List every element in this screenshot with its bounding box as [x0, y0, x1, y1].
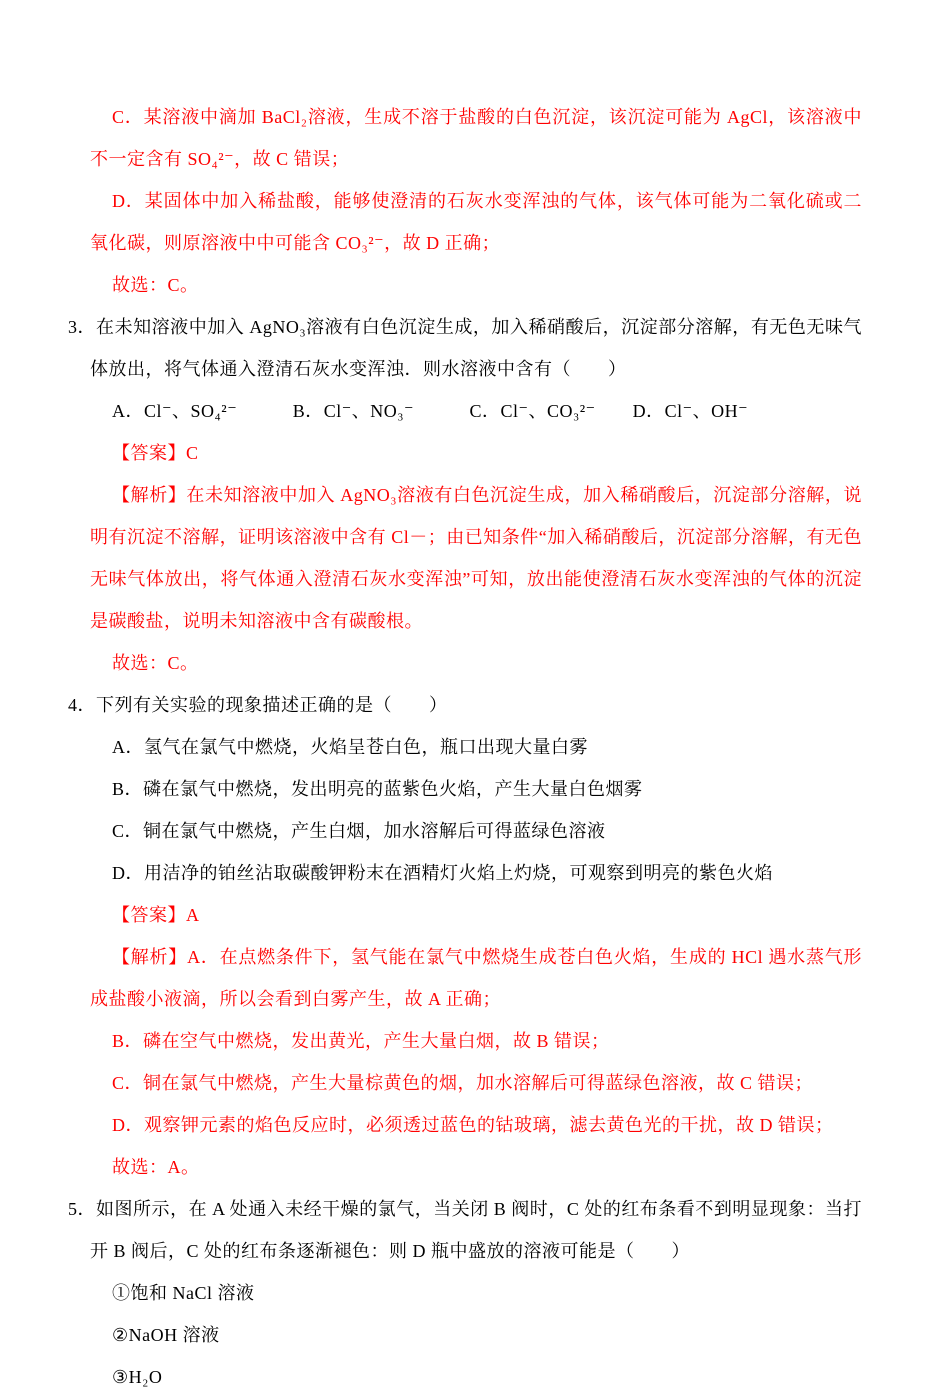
question-3-options: A．Cl⁻、SO₄²⁻ B．Cl⁻、NO₃⁻ C．Cl⁻、CO₃²⁻ D．Cl⁻、OH⁻ [112, 401, 749, 421]
question-4-option-a: A．氢气在氯气中燃烧，火焰呈苍白色，瓶口出现大量白雾 [112, 737, 588, 757]
question-4-explanation-a: 【解析】A．在点燃条件下，氢气能在氯气中燃烧生成苍白色火焰，生成的 HCl 遇水蒸气形成盐酸小液滴，所以会看到白雾产生，故 A 正确； [90, 947, 862, 1009]
question-4-option-c: C．铜在氯气中燃烧，产生白烟，加水溶解后可得蓝绿色溶液 [112, 821, 606, 841]
question-4-explanation-b: B．磷在空气中燃烧，发出黄光，产生大量白烟，故 B 错误； [112, 1031, 610, 1051]
question-3-answer-label: 【答案】C [112, 443, 199, 463]
q2-explanation-option-d: D．某固体中加入稀盐酸，能够使澄清的石灰水变浑浊的气体，该气体可能为二氧化硫或二氧化碳，则原溶液中中可能含 CO₃²⁻，故 D 正确； [90, 191, 862, 253]
question-3-explanation: 【解析】在未知溶液中加入 AgNO₃溶液有白色沉淀生成，加入稀硝酸后，沉淀部分溶解，说明有沉淀不溶解，证明该溶液中含有 Cl－；由已知条件“加入稀硝酸后，沉淀部分溶解，有无色无味气体放出，将气体通入澄清石灰水变浑浊”可知，放出能使澄清石灰水变浑浊的气体的沉淀是碳酸盐，说明未知溶液中含有碳酸根。 [90, 485, 862, 631]
question-4-stem: 4．下列有关实验的现象描述正确的是（ ） [68, 695, 448, 715]
question-5-item-3: ③H₂O [112, 1367, 163, 1387]
q2-explanation-option-c: C．某溶液中滴加 BaCl₂溶液，生成不溶于盐酸的白色沉淀，该沉淀可能为 AgCl，该溶液中不一定含有 SO₄²⁻，故 C 错误； [90, 107, 862, 169]
question-4-explanation-d: D．观察钾元素的焰色反应时，必须透过蓝色的钴玻璃，滤去黄色光的干扰，故 D 错误； [112, 1115, 834, 1135]
question-3-stem: 3．在未知溶液中加入 AgNO₃溶液有白色沉淀生成，加入稀硝酸后，沉淀部分溶解，有无色无味气体放出，将气体通入澄清石灰水变浑浊．则水溶液中含有（ ） [68, 317, 862, 379]
question-4-explanation-c: C．铜在氯气中燃烧，产生大量棕黄色的烟，加水溶解后可得蓝绿色溶液，故 C 错误； [112, 1073, 814, 1093]
question-4-answer-label: 【答案】A [112, 905, 200, 925]
question-4-option-d: D．用洁净的铂丝沾取碳酸钾粉末在酒精灯火焰上灼烧，可观察到明亮的紫色火焰 [112, 863, 773, 883]
question-4-option-b: B．磷在氯气中燃烧，发出明亮的蓝紫色火焰，产生大量白色烟雾 [112, 779, 643, 799]
question-5-item-1: ①饱和 NaCl 溶液 [112, 1283, 255, 1303]
q2-final-choice: 故选：C。 [112, 275, 199, 295]
question-3-final-choice: 故选：C。 [112, 653, 199, 673]
question-4-final-choice: 故选：A。 [112, 1157, 200, 1177]
question-5-stem: 5．如图所示，在 A 处通入未经干燥的氯气，当关闭 B 阀时，C 处的红布条看不到明显现象：当打开 B 阀后，C 处的红布条逐渐褪色：则 D 瓶中盛放的溶液可能是（ ） [68, 1199, 862, 1261]
question-5-item-2: ②NaOH 溶液 [112, 1325, 220, 1345]
